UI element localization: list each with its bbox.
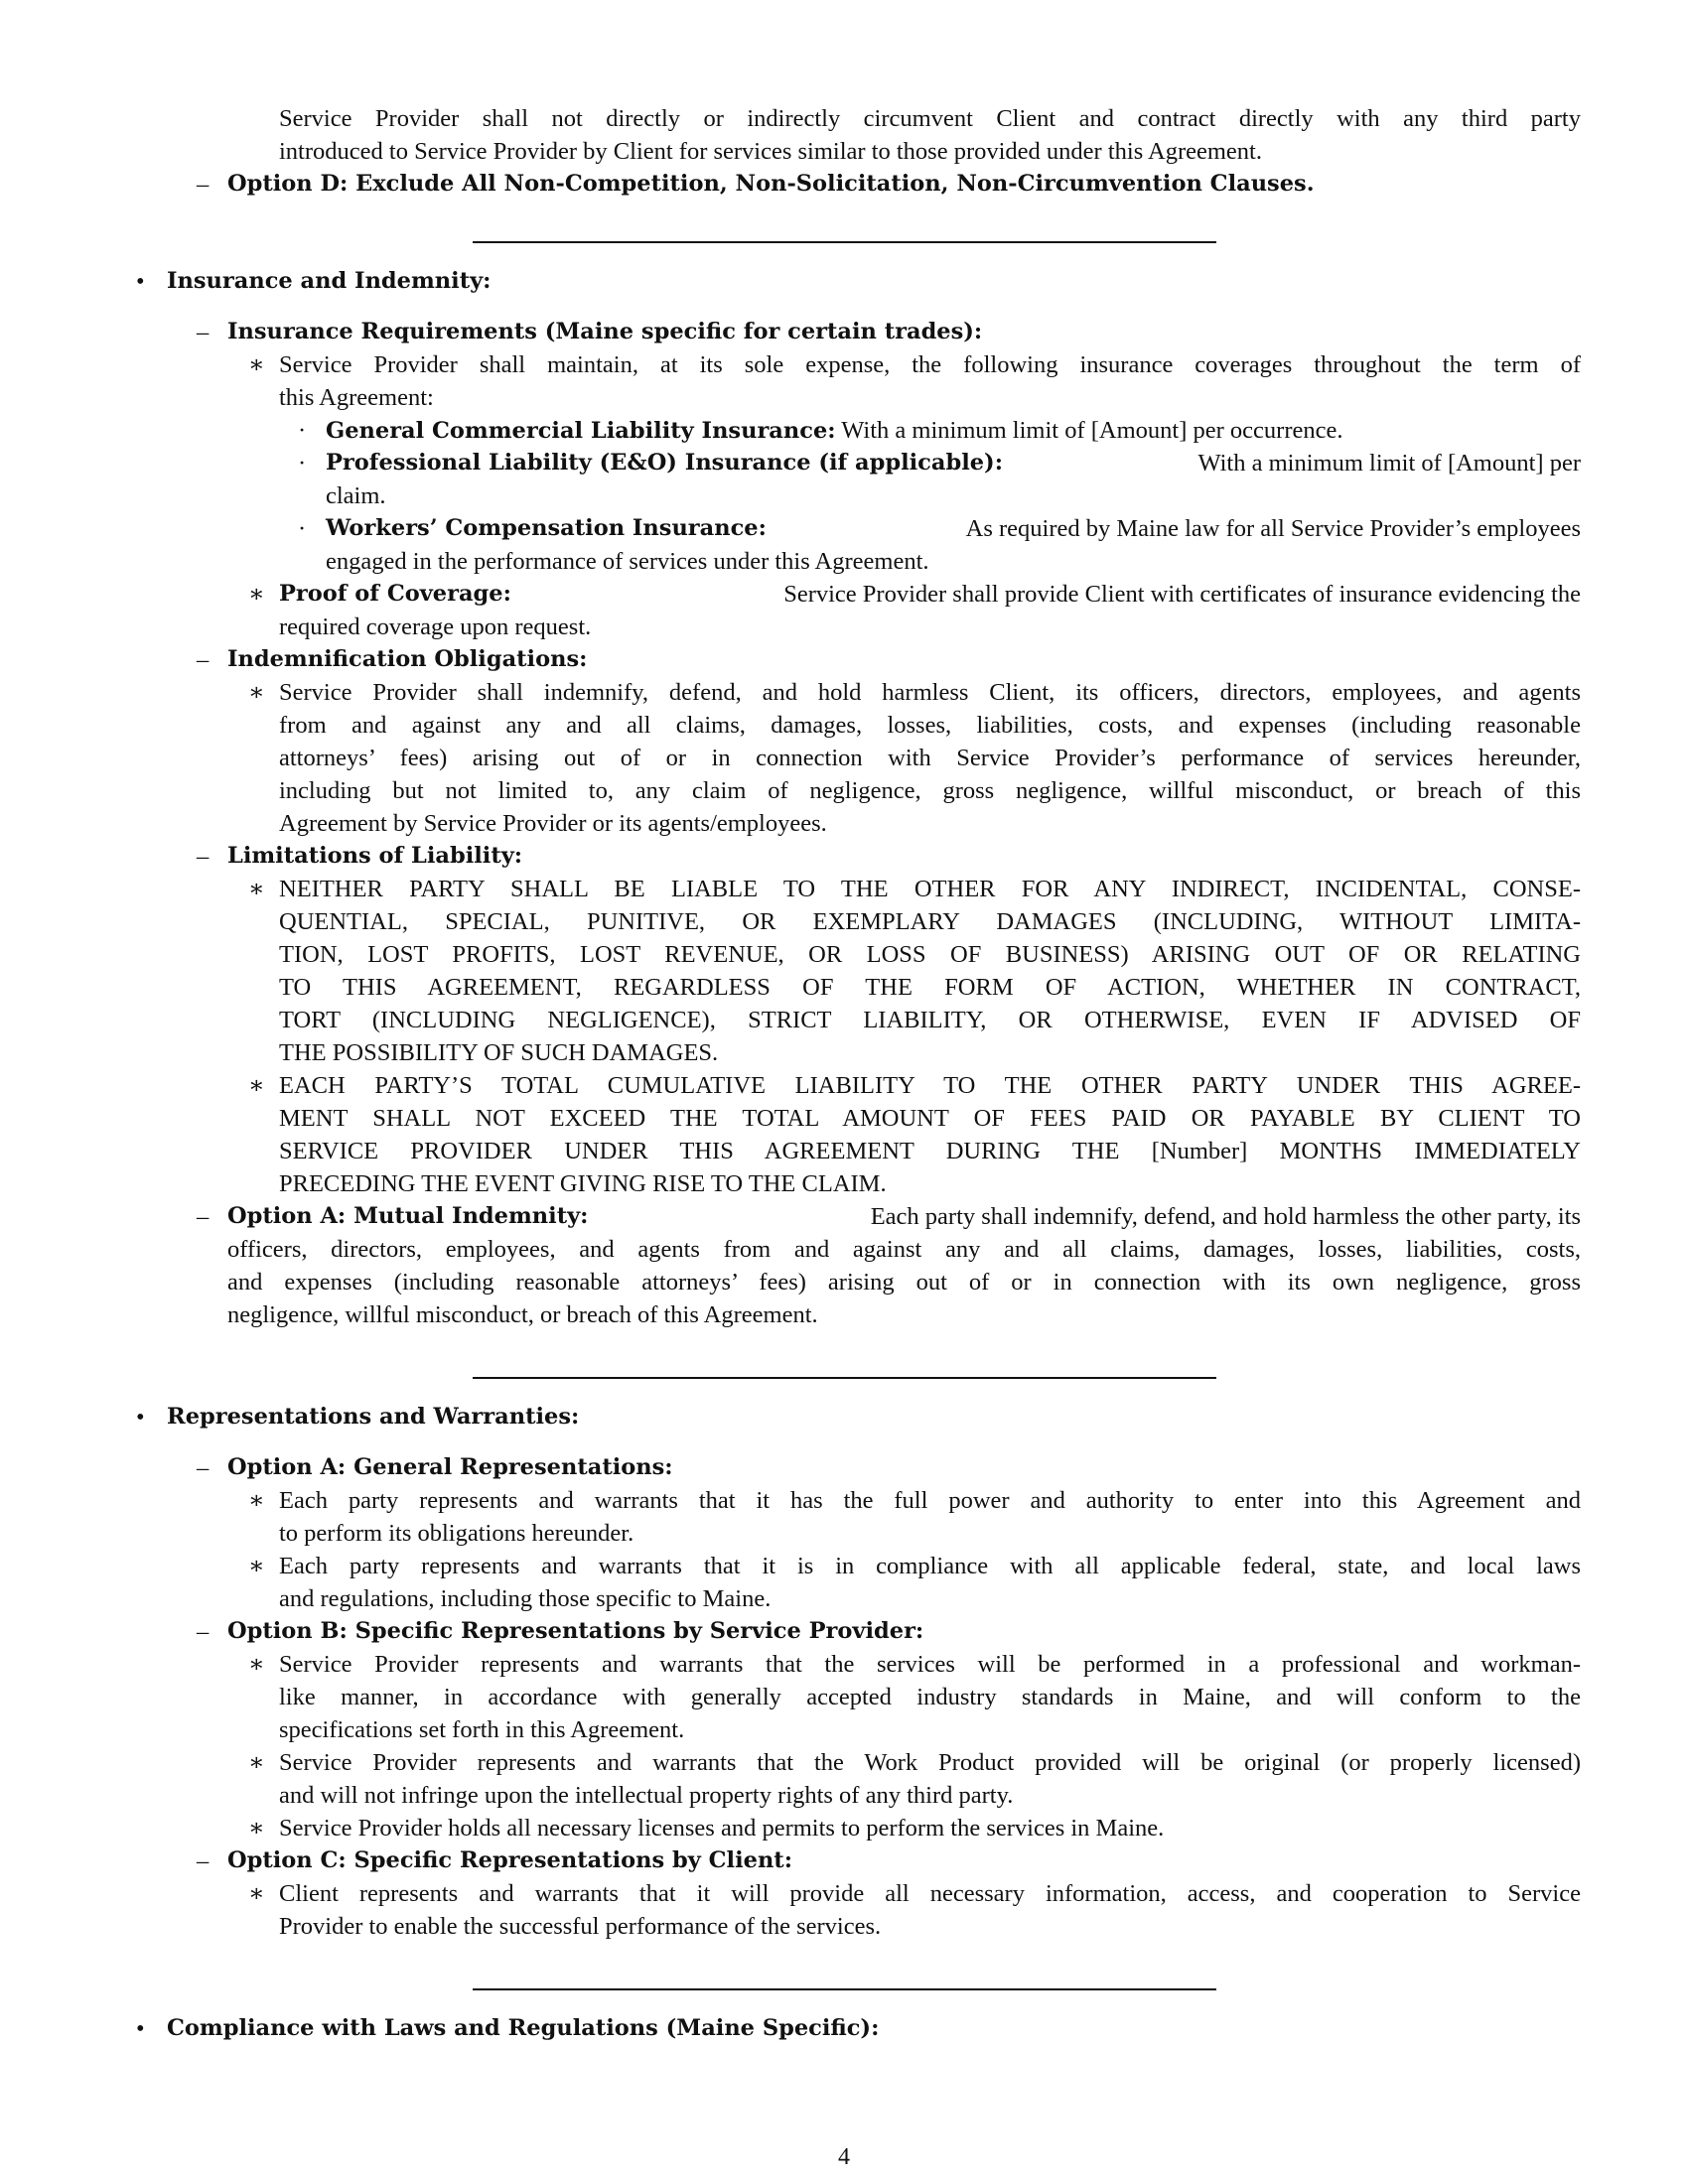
pl-text: With a minimum limit of [Amount] per [1197, 450, 1581, 477]
gcl-item [326, 414, 1342, 448]
proof-label: Proof of Coverage: [279, 581, 511, 607]
proof-text-cont: required coverage upon request. [279, 614, 592, 640]
proof-item [279, 578, 1581, 611]
option-a-general-heading: Option A: General Representations: [227, 1454, 673, 1480]
lim2-line: EACH PARTY’S TOTAL CUMULATIVE LIABILITY TO THE OTHER PARTY UNDER THIS AGREE- [279, 1072, 1581, 1099]
star-marker: ∗ [248, 876, 265, 902]
wc-text: As required by Maine law for all Service Provider’s employees [965, 515, 1581, 542]
dot-marker: · [298, 417, 307, 444]
star-marker: ∗ [248, 1880, 265, 1907]
indem-line: Agreement by Service Provider or its agents/employees. [279, 810, 827, 837]
rep-b1-line: specifications set forth in this Agreement. [279, 1716, 685, 1743]
dash-marker: – [197, 646, 210, 673]
dash-marker: – [197, 1847, 210, 1874]
wc-text-cont: engaged in the performance of services under this Agreement. [326, 548, 929, 575]
pl-item [326, 447, 1581, 479]
circumvention-text-line: introduced to Service Provider by Client for services similar to those provided under this Agreement. [279, 138, 1262, 165]
pl-text-cont: claim. [326, 482, 386, 509]
star-marker: ∗ [248, 1487, 265, 1514]
wc-item [326, 512, 1581, 545]
mutual-line: officers, directors, employees, and agents from and against any and all claims, damages, losses, liabilities, costs, [227, 1236, 1581, 1263]
circumvention-text-line: Service Provider shall not directly or indirectly circumvent Client and contract directly with any third party [279, 105, 1581, 132]
gcl-text: With a minimum limit of [Amount] per occurrence. [841, 417, 1343, 444]
bullet-marker: • [136, 268, 145, 295]
dash-marker: – [197, 171, 210, 198]
star-marker: ∗ [248, 1749, 265, 1776]
option-b-provider-heading: Option B: Specific Representations by Service Provider: [227, 1618, 924, 1644]
proof-text: Service Provider shall provide Client with certificates of insurance evidencing the [783, 581, 1581, 608]
star-marker: ∗ [248, 1651, 265, 1678]
section-divider [473, 1988, 1216, 1990]
indem-line: Service Provider shall indemnify, defend, and hold harmless Client, its officers, directors, employees, and agents [279, 679, 1581, 706]
dash-marker: – [197, 1618, 210, 1645]
indem-line: attorneys’ fees) arising out of or in connection with Service Provider’s performance of services hereunder, [279, 745, 1581, 771]
insurance-requirements-heading: Insurance Requirements (Maine specific for certain trades): [227, 319, 983, 344]
star-marker: ∗ [248, 1553, 265, 1579]
compliance-heading: Compliance with Laws and Regulations (Maine Specific): [167, 2015, 880, 2041]
indem-line: including but not limited to, any claim of negligence, gross negligence, willful misconduct, or breach of this [279, 777, 1581, 804]
rep-b1-line: like manner, in accordance with generally accepted industry standards in Maine, and will conform to the [279, 1684, 1581, 1710]
section-divider [473, 1377, 1216, 1379]
star-marker: ∗ [248, 351, 265, 378]
lim1-line: TORT (INCLUDING NEGLIGENCE), STRICT LIABILITY, OR OTHERWISE, EVEN IF ADVISED OF [279, 1007, 1581, 1033]
lim1-line: TO THIS AGREEMENT, REGARDLESS OF THE FORM OF ACTION, WHETHER IN CONTRACT, [279, 974, 1581, 1001]
indem-line: from and against any and all claims, damages, losses, liabilities, costs, and expenses (including reasonable [279, 712, 1581, 739]
star-marker: ∗ [248, 581, 265, 608]
section-divider [473, 241, 1216, 243]
lim2-line: SERVICE PROVIDER UNDER THIS AGREEMENT DURING THE [Number] MONTHS IMMEDIATELY [279, 1138, 1581, 1164]
wc-label: Workers’ Compensation Insurance: [326, 515, 767, 541]
dash-marker: – [197, 1454, 210, 1481]
rep-c1-line: Provider to enable the successful performance of the services. [279, 1913, 882, 1940]
dash-marker: – [197, 319, 210, 345]
star-marker: ∗ [248, 1815, 265, 1842]
lim1-line: QUENTIAL, SPECIAL, PUNITIVE, OR EXEMPLARY DAMAGES (INCLUDING, WITHOUT LIMITA- [279, 908, 1581, 935]
dot-marker: · [298, 515, 307, 542]
representations-heading: Representations and Warranties: [167, 1404, 580, 1430]
dash-marker: – [197, 843, 210, 870]
bullet-marker: • [136, 1404, 145, 1431]
rep-a2-line: Each party represents and warrants that it is in compliance with all applicable federal, state, and local laws [279, 1553, 1581, 1579]
rep-b2-line: and will not infringe upon the intellectual property rights of any third party. [279, 1782, 1014, 1809]
insurance-indemnity-heading: Insurance and Indemnity: [167, 268, 492, 294]
option-d-heading: Option D: Exclude All Non-Competition, Non-Solicitation, Non-Circumvention Clauses. [227, 171, 1315, 197]
lim2-line: PRECEDING THE EVENT GIVING RISE TO THE CLAIM. [279, 1170, 887, 1197]
dash-marker: – [197, 1203, 210, 1230]
mutual-indemnity-item [227, 1200, 1581, 1233]
req-intro-line: this Agreement: [279, 384, 434, 411]
mutual-indemnity-label: Option A: Mutual Indemnity: [227, 1203, 589, 1229]
mutual-line: negligence, willful misconduct, or breach of this Agreement. [227, 1301, 818, 1328]
star-marker: ∗ [248, 679, 265, 706]
req-intro-line: Service Provider shall maintain, at its sole expense, the following insurance coverages throughout the term of [279, 351, 1581, 378]
rep-a2-line: and regulations, including those specific to Maine. [279, 1585, 772, 1612]
rep-b2-line: Service Provider represents and warrants that the Work Product provided will be original (or properly licensed) [279, 1749, 1581, 1776]
option-c-client-heading: Option C: Specific Representations by Client: [227, 1847, 793, 1873]
rep-a1-line: to perform its obligations hereunder. [279, 1520, 634, 1547]
star-marker: ∗ [248, 1072, 265, 1099]
indemnification-heading: Indemnification Obligations: [227, 646, 588, 672]
rep-b1-line: Service Provider represents and warrants that the services will be performed in a professional and workman- [279, 1651, 1581, 1678]
lim2-line: MENT SHALL NOT EXCEED THE TOTAL AMOUNT OF FEES PAID OR PAYABLE BY CLIENT TO [279, 1105, 1581, 1132]
limitations-heading: Limitations of Liability: [227, 843, 523, 869]
lim1-line: NEITHER PARTY SHALL BE LIABLE TO THE OTHER FOR ANY INDIRECT, INCIDENTAL, CONSE- [279, 876, 1581, 902]
lim1-line: TION, LOST PROFITS, LOST REVENUE, OR LOSS OF BUSINESS) ARISING OUT OF OR RELATING [279, 941, 1581, 968]
rep-b3-line: Service Provider holds all necessary licenses and permits to perform the services in Maine. [279, 1815, 1165, 1842]
mutual-line: and expenses (including reasonable attorneys’ fees) arising out of or in connection with its own negligence, gross [227, 1269, 1581, 1296]
rep-c1-line: Client represents and warrants that it will provide all necessary information, access, and cooperation to Service [279, 1880, 1581, 1907]
mutual-indemnity-text: Each party shall indemnify, defend, and hold harmless the other party, its [870, 1203, 1581, 1230]
gcl-label: General Commercial Liability Insurance: [326, 418, 836, 444]
lim1-line: THE POSSIBILITY OF SUCH DAMAGES. [279, 1039, 719, 1066]
rep-a1-line: Each party represents and warrants that it has the full power and authority to enter into this Agreement and [279, 1487, 1581, 1514]
bullet-marker: • [136, 2015, 145, 2042]
page-number: 4 [838, 2144, 850, 2170]
dot-marker: · [298, 450, 307, 477]
pl-label: Professional Liability (E&O) Insurance (if applicable): [326, 450, 1004, 476]
